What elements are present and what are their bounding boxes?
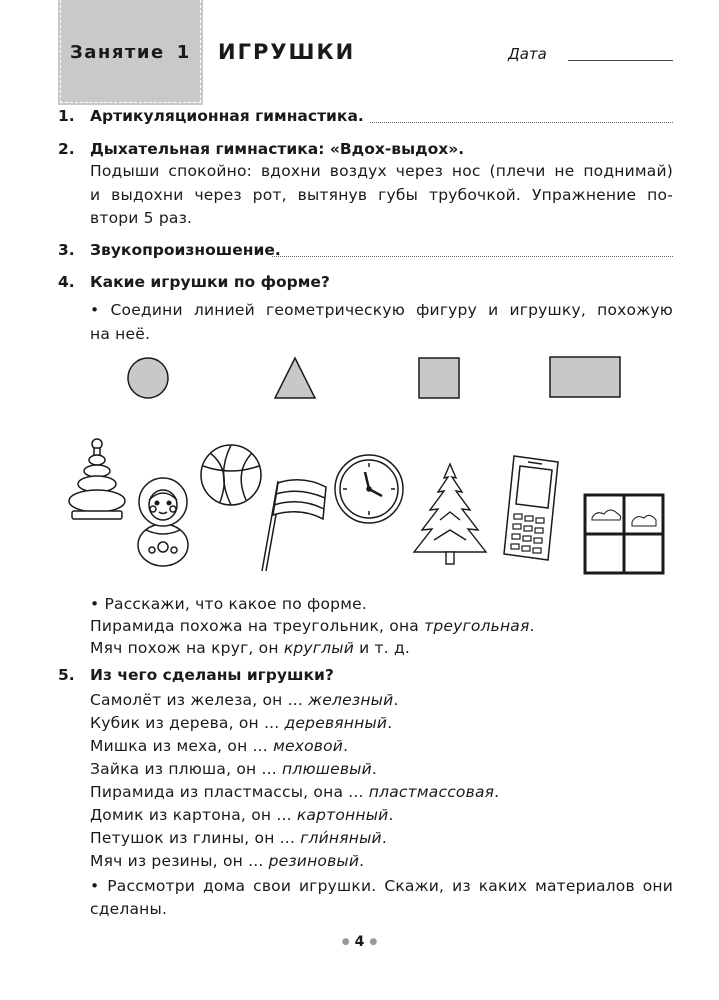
task-5-instruction-cont: сделаны. [90,900,168,918]
task-5-number: 5. [58,666,75,684]
task-4-instruction-2: • Расскажи, что какое по форме. [90,595,367,613]
date-label: Дата [508,45,547,63]
lesson-label: Занятие 1 [70,42,191,63]
task-4-example-2: Мяч похож на круг, он круглый и т. д. [90,639,411,657]
material-row: Пирамида из пластмассы, она ... пластмассовая. [90,783,500,801]
task-2-line-2: и выдохни через рот, вытянув губы трубочкой. Упражнение по- [90,186,673,204]
material-row: Домик из картона, он ... картонный. [90,806,394,824]
task-4-title: Какие игрушки по форме? [90,273,330,291]
page-title: ИГРУШКИ [218,40,356,64]
material-row: Самолёт из железа, он ... железный. [90,691,399,709]
roly-poly-doll-icon[interactable] [132,470,194,570]
triangle-icon[interactable] [272,355,318,401]
task-4-instruction-cont: на неё. [90,325,151,343]
circle-icon[interactable] [125,355,171,401]
task-5-instruction: • Рассмотри дома свои игрушки. Скажи, из каких материалов они [90,877,673,895]
material-row: Зайка из плюша, он ... плюшевый. [90,760,378,778]
task-3-number: 3. [58,241,75,259]
rectangle-icon[interactable] [549,356,621,398]
task-2-line-1: Подыши спокойно: вдохни воздух через нос (плечи не поднимай) [90,162,673,180]
material-row: Петушок из глины, он ... гли́няный. [90,829,387,847]
task-2-title: Дыхательная гимнастика: «Вдох-выдох». [90,140,465,158]
material-row: Мяч из резины, он ... резиновый. [90,852,365,870]
ball-icon[interactable] [198,442,264,508]
fir-tree-icon[interactable] [410,460,490,568]
task-4-instruction: • Соедини линией геометрическую фигуру и игрушку, похожую [90,301,673,319]
task-5-title: Из чего сделаны игрушки? [90,666,334,684]
lesson-number: 1 [176,42,191,63]
task-1-answer-line [370,122,673,123]
material-row: Мишка из меха, он ... меховой. [90,737,349,755]
task-2-line-3: втори 5 раз. [90,209,193,227]
mobile-phone-icon[interactable] [498,452,564,564]
window-icon[interactable] [582,492,666,576]
task-2-number: 2. [58,140,75,158]
task-4-number: 4. [58,273,75,291]
page-number: ● 4 ● [341,934,378,950]
pyramid-toy-icon[interactable] [64,435,130,525]
square-icon[interactable] [418,357,460,399]
task-1-number: 1. [58,107,75,125]
material-row: Кубик из дерева, он ... деревянный. [90,714,393,732]
task-4-example-1: Пирамида похожа на треугольник, она треугольная. [90,617,535,635]
date-line [568,60,673,61]
task-1-title: Артикуляционная гимнастика. [90,107,364,125]
task-3-answer-line [272,256,673,257]
flag-icon[interactable] [258,475,330,575]
task-3-title: Звукопроизношение. [90,241,281,259]
clock-icon[interactable] [332,452,406,526]
